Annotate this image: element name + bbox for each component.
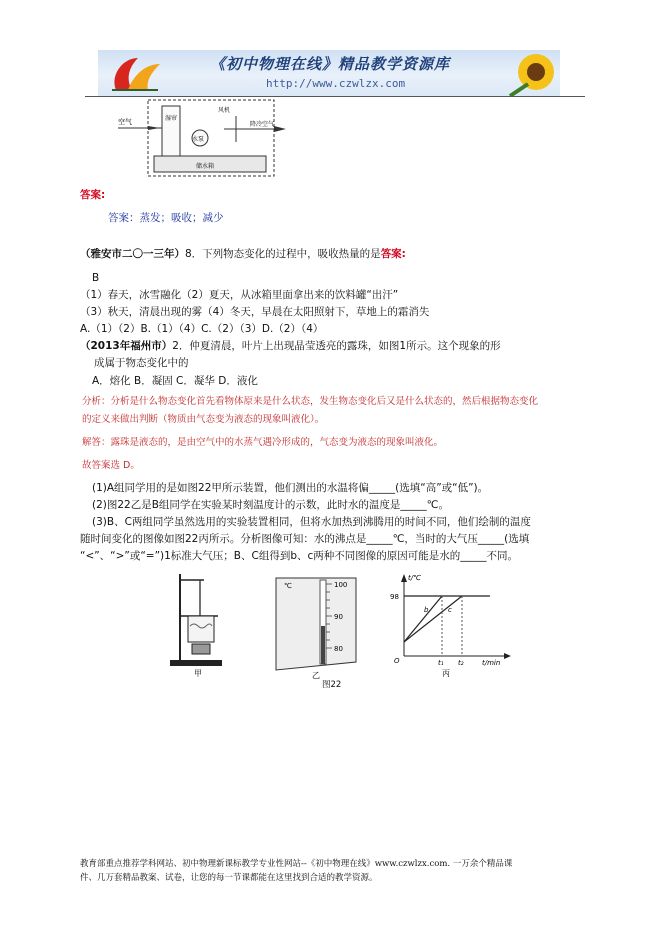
banner-url: http://www.czwlzx.com <box>266 77 406 90</box>
graph-ylabel: t/℃ <box>408 574 421 582</box>
site-logo-icon <box>104 52 166 94</box>
analysis-line2: 的定义来做出判断（物质由气态变为液态的现象叫液化）。 <box>82 414 325 425</box>
label-pump: 水泵 <box>192 136 205 143</box>
label-yi: 乙 <box>312 671 320 680</box>
q8-source: （雅安市二〇一三年） <box>80 248 185 260</box>
q2-stem-continued: 成属于物态变化中的 <box>94 357 189 369</box>
curve-c-label: c <box>448 606 452 614</box>
answer1-heading: 答案: <box>80 189 106 201</box>
q22-part2: (2)图22乙是B组同学在实验某时刻温度计的示数，此时水的温度是_____℃。 <box>92 499 449 511</box>
q22-part3-line1: (3)B、C两组同学虽然选用的实验装置相同，但将水加热到沸腾用的时间不同，他们绘制的温度 <box>92 516 531 528</box>
graph-y98: 98 <box>390 593 399 601</box>
label-jia: 甲 <box>194 669 202 678</box>
analysis-line3: 解答：露珠是液态的，是由空气中的水蒸气遇冷形成的，气态变为液态的现象叫液化。 <box>82 437 444 448</box>
label-fan: 风机 <box>218 107 231 114</box>
cooling-system-diagram <box>108 98 288 180</box>
q2-choices: A．熔化 B．凝固 C．凝华 D．液化 <box>92 375 258 387</box>
thermo-tick-100: 100 <box>334 581 348 589</box>
header-rule <box>85 96 585 97</box>
label-tank: 储水箱 <box>196 163 215 170</box>
header-banner <box>98 50 560 97</box>
graph-t1: t₁ <box>438 659 444 667</box>
q2-source: （2013年福州市） <box>80 340 173 352</box>
q8-stem: 8．下列物态变化的过程中，吸收热量的是 <box>185 248 381 260</box>
q22-part3-line3: “<”、“>”或“=”)1标准大气压；B、C组得到b、c两种不同图像的原因可能是水的_____不同。 <box>80 550 519 562</box>
q2-stem: 2．仲夏清晨，叶片上出现晶莹透亮的露珠，如图1所示。这个现象的形 <box>172 340 501 352</box>
figure22-apparatus <box>160 570 232 680</box>
thermo-tick-80: 80 <box>334 645 343 653</box>
banner-title: 《初中物理在线》精品教学资源库 <box>210 55 451 73</box>
q8-option-line1: （1）春天，冰雪融化（2）夏天，从冰箱里面拿出来的饮料罐“出汗” <box>80 289 399 301</box>
thermo-unit: ℃ <box>284 582 292 590</box>
thermo-tick-90: 90 <box>334 613 343 621</box>
q8-option-line2: （3）秋天，清晨出现的雾（4）冬天，早晨在太阳照射下，草地上的霜消失 <box>80 306 430 318</box>
label-air-in: 空气 <box>118 118 132 126</box>
analysis-line1: 分析：分析是什么物态变化首先看物体原来是什么状态，发生物态变化后又是什么状态的，然后根据物态变化 <box>82 396 539 407</box>
q8-choices: A.（1）（2）B.（1）（4）C.（2）（3）D.（2）（4） <box>80 323 324 335</box>
label-wet-curtain: 湿帘 <box>165 115 178 122</box>
label-air-out: 降冷空气 <box>250 121 275 128</box>
q8-line <box>80 247 406 261</box>
figure22-graph <box>386 570 516 680</box>
q2-line <box>80 339 501 353</box>
q22-part1: (1)A组同学用的是如图22甲所示装置，他们测出的水温将偏_____(选填“高”或“低”)。 <box>92 482 489 494</box>
curve-c-line <box>404 596 462 642</box>
analysis-line4: 故答案选 D。 <box>82 460 140 471</box>
q8-answer-label: 答案: <box>380 248 406 260</box>
curve-b-label: b <box>424 606 429 614</box>
label-bing: 丙 <box>442 669 450 678</box>
graph-xlabel: t/min <box>482 659 501 667</box>
figure22-caption: 图22 <box>322 680 342 690</box>
figure22-thermometer <box>268 574 364 680</box>
graph-origin: O <box>394 657 400 665</box>
q22-part3-line2: 随时间变化的图像如图22丙所示。分析图像可知：水的沸点是_____℃，当时的大气压_____(选填 <box>80 533 530 545</box>
sunflower-icon <box>508 50 560 96</box>
curve-b-line <box>404 596 442 642</box>
q8-answer-letter: B <box>92 272 100 284</box>
footer-line2: 件、几万套精品教案、试卷，让您的每一节课都能在这里找到合适的教学资源。 <box>80 873 378 883</box>
graph-t2: t₂ <box>458 659 464 667</box>
answer1-text: 答案：蒸发；吸收；减少 <box>108 212 224 224</box>
analysis-block <box>80 393 580 477</box>
footer-line1: 教育部重点推荐学科网站、初中物理新课标教学专业性网站--《初中物理在线》www.czwlzx.com. 一万余个精品课 <box>80 859 513 869</box>
